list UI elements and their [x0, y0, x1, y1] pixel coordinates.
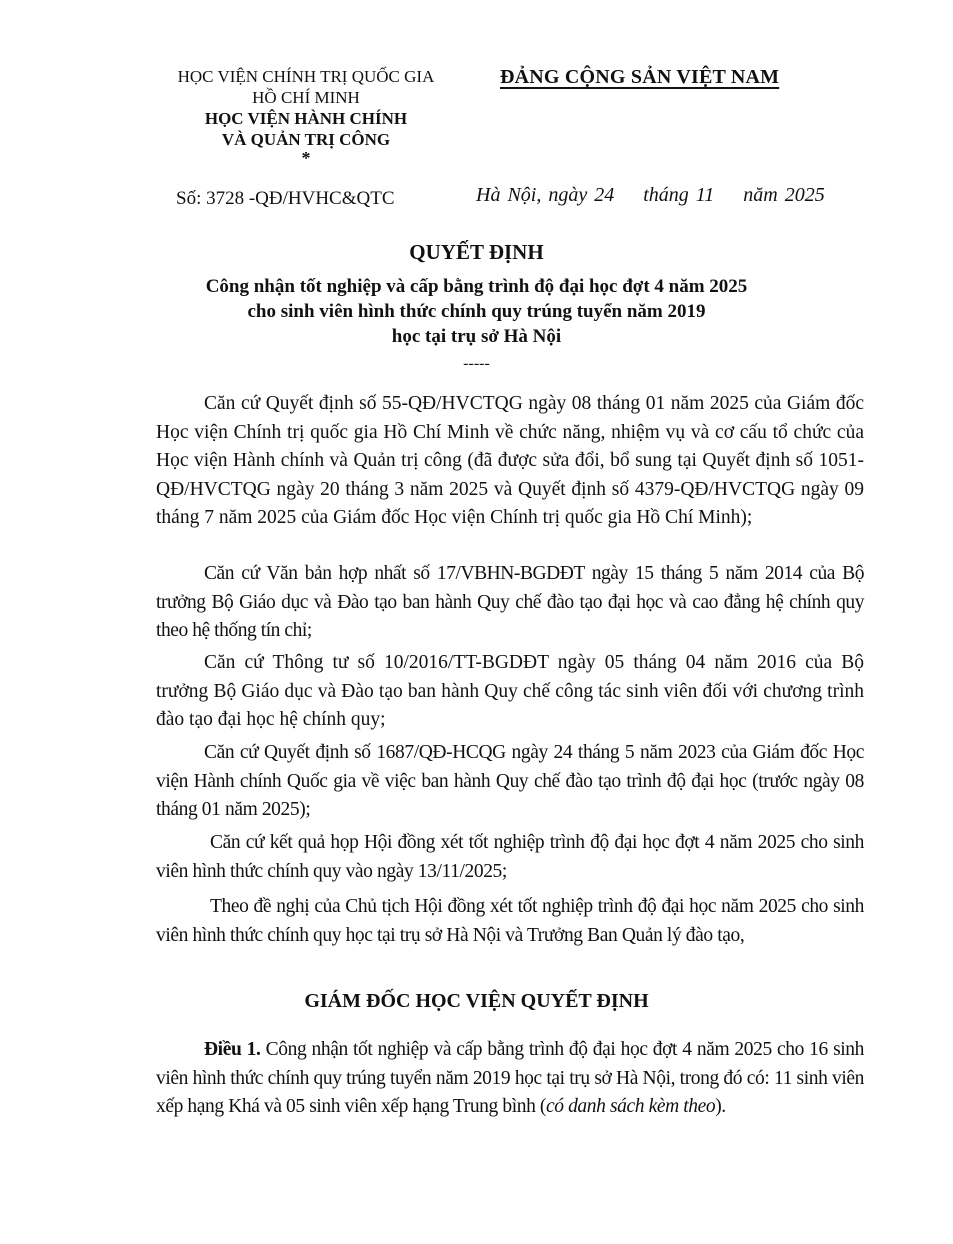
article-1	[156, 1036, 864, 1122]
star-mark: *	[301, 148, 311, 168]
document-title: QUYẾT ĐỊNH	[409, 240, 544, 264]
legal-basis-2	[156, 560, 864, 646]
decision-heading: GIÁM ĐỐC HỌC VIỆN QUYẾT ĐỊNH	[304, 990, 649, 1012]
article-text: Công nhận tốt nghiệp và cấp bằng trình độ đại học đợt 4 năm 2025 cho 16 sinh viên hình thức chính quy trúng tuyển năm 2019 học tại trụ sở Hà Nội, trong đó có: 11 sinh viên xếp hạng Khá và 05 sinh viên xếp hạng Trung bình (	[156, 1039, 864, 1117]
document-subtitle	[0, 274, 953, 349]
party-motto: ĐẢNG CỘNG SẢN VIỆT NAM	[500, 66, 780, 88]
proposal-paragraph	[156, 893, 864, 950]
subtitle-line3: học tại trụ sở Hà Nội	[391, 326, 562, 347]
authority-parent-line2: HỒ CHÍ MINH	[252, 88, 360, 107]
legal-basis-4	[156, 739, 864, 825]
issuing-authority	[160, 66, 452, 166]
paragraph-text: Căn cứ kết quả họp Hội đồng xét tốt nghiệp trình độ đại học đợt 4 năm 2025 cho sinh viên hình thức chính quy vào ngày 13/11/2025;	[156, 832, 864, 882]
article-end: ).	[715, 1096, 726, 1117]
date-month: 11	[695, 184, 715, 206]
paragraph-text: Căn cứ Thông tư số 10/2016/TT-BGDĐT ngày 05 tháng 04 năm 2016 của Bộ trưởng Bộ Giáo dục và Đào tạo ban hành Quy chế công tác sinh viên đối với chương trình đào tạo đại học hệ chính quy;	[156, 652, 864, 730]
date-day: 24	[594, 184, 615, 206]
paragraph-text: Căn cứ Quyết định số 1687/QĐ-HCQG ngày 24 tháng 5 năm 2023 của Giám đốc Học viện Hành chính Quốc gia về việc ban hành Quy chế đào tạo trình độ đại học (trước ngày 08 tháng 01 năm 2025);	[156, 742, 864, 820]
date-prefix: Hà Nội, ngày	[476, 184, 588, 206]
paragraph-text: Theo đề nghị của Chủ tịch Hội đồng xét tốt nghiệp trình độ đại học năm 2025 cho sinh viên hình thức chính quy học tại trụ sở Hà Nội và Trưởng Ban Quản lý đào tạo,	[156, 896, 864, 946]
legal-basis-1	[156, 390, 864, 533]
subtitle-line1: Công nhận tốt nghiệp và cấp bằng trình độ đại học đợt 4 năm 2025	[205, 276, 748, 297]
authority-parent-line1: HỌC VIỆN CHÍNH TRỊ QUỐC GIA	[177, 67, 435, 86]
legal-basis-3	[156, 649, 864, 735]
issue-date	[476, 184, 825, 207]
separator: -----	[463, 355, 490, 372]
document-number: Số: 3728 -QĐ/HVHC&QTC	[176, 188, 395, 209]
paragraph-text: Căn cứ Văn bản hợp nhất số 17/VBHN-BGDĐT ngày 15 tháng 5 năm 2014 của Bộ trưởng Bộ Giáo dục và Đào tạo ban hành Quy chế đào tạo đại học và cao đẳng hệ chính quy theo hệ thống tín chỉ;	[156, 563, 864, 641]
paragraph-text: Căn cứ Quyết định số 55-QĐ/HVCTQG ngày 08 tháng 01 năm 2025 của Giám đốc Học viện Chính trị quốc gia Hồ Chí Minh về chức năng, nhiệm vụ và cơ cấu tổ chức của Học viện Hành chính và Quản trị công (đã được sửa đổi, bổ sung tại Quyết định số 1051-QĐ/HVCTQG ngày 20 tháng 3 năm 2025 và Quyết định số 4379-QĐ/HVCTQG ngày 09 tháng 7 năm 2025 của Giám đốc Học viện Chính trị quốc gia Hồ Chí Minh);	[156, 393, 864, 528]
article-label: Điều 1.	[204, 1039, 261, 1060]
subtitle-line2: cho sinh viên hình thức chính quy trúng tuyển năm 2019	[247, 301, 706, 322]
legal-basis-5	[156, 829, 864, 886]
date-year: năm 2025	[743, 184, 825, 206]
authority-name-line1: HỌC VIỆN HÀNH CHÍNH	[204, 109, 408, 128]
article-italic-note: có danh sách kèm theo	[546, 1096, 716, 1117]
date-month-label: tháng	[643, 184, 689, 206]
authority-name-line2: VÀ QUẢN TRỊ CÔNG	[221, 130, 391, 149]
